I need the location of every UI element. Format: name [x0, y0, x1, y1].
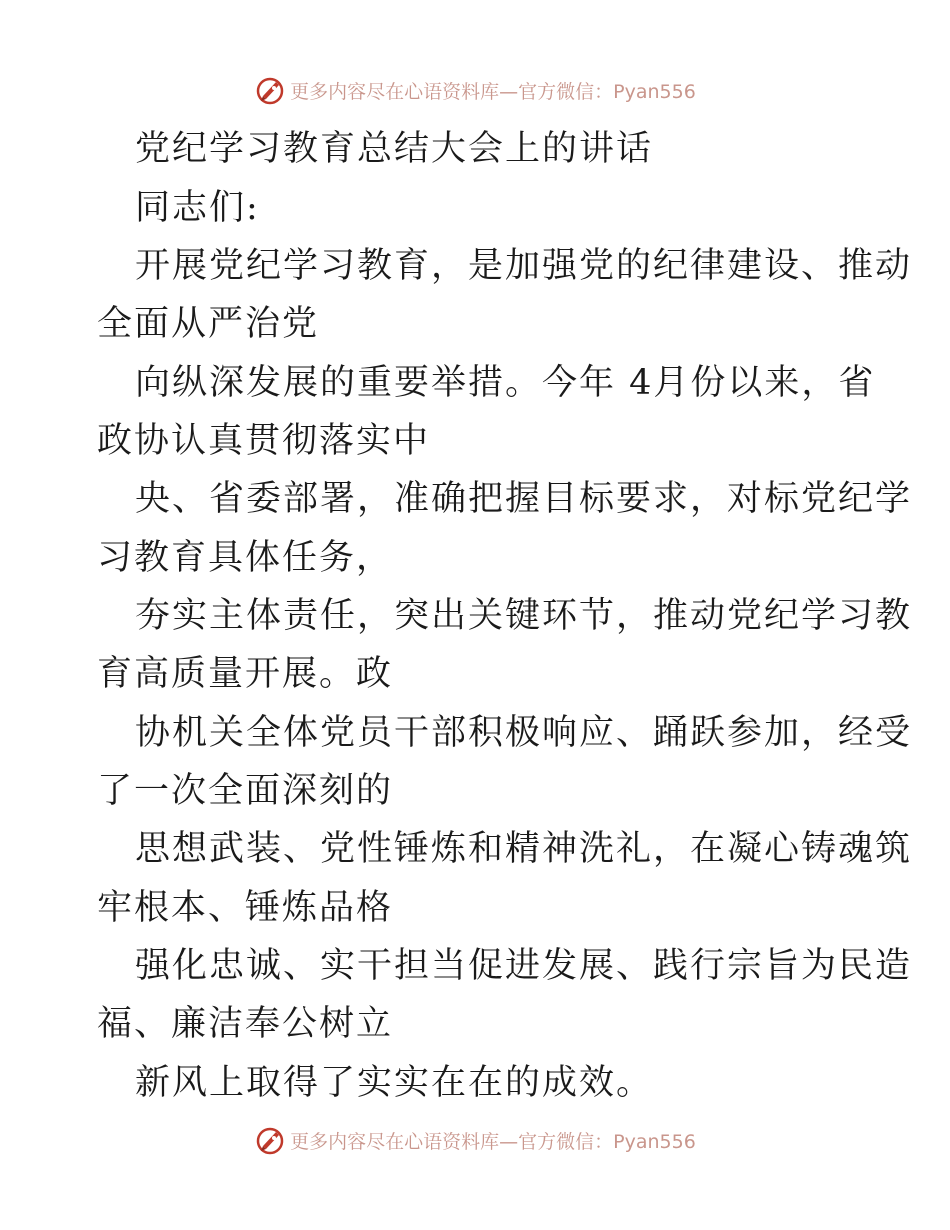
- paragraph-line: 新风上取得了实实在在的成效。: [135, 1063, 654, 1103]
- paragraph-line: 开展党纪学习教育，是加强党的纪律建设、推动: [135, 246, 913, 286]
- header-banner-text: 更多内容尽在心语资料库—官方微信：Pyan556: [290, 80, 696, 103]
- paragraph-line: 思想武装、党性锤炼和精神洗礼，在凝心铸魂筑: [135, 829, 913, 869]
- paragraph-line: 牢根本、锤炼品格: [97, 888, 394, 928]
- paragraph-line: 政协认真贯彻落实中: [97, 421, 431, 461]
- pen-logo-icon: [254, 74, 286, 106]
- paragraph-line: 强化忠诚、实干担当促进发展、践行宗旨为民造: [135, 946, 913, 986]
- paragraph-line: 了一次全面深刻的: [97, 771, 394, 811]
- paragraph-line: 央、省委部署，准确把握目标要求，对标党纪学: [135, 479, 913, 519]
- footer-banner-text: 更多内容尽在心语资料库—官方微信：Pyan556: [290, 1130, 696, 1153]
- paragraph-line: 夯实主体责任，突出关键环节，推动党纪学习教: [135, 596, 913, 636]
- pen-logo-icon: [254, 1124, 286, 1156]
- paragraph-line: 福、廉洁奉公树立: [97, 1004, 394, 1044]
- document-title: 党纪学习教育总结大会上的讲话: [135, 129, 654, 169]
- footer-banner: [0, 1120, 950, 1160]
- paragraph-line: 全面从严治党: [97, 304, 320, 344]
- paragraph-line: 向纵深发展的重要举措。今年 4月份以来，省: [135, 363, 876, 403]
- paragraph-line: 育高质量开展。政: [97, 654, 394, 694]
- paragraph-line: 协机关全体党员干部积极响应、踊跃参加，经受: [135, 713, 913, 753]
- header-banner: [0, 70, 950, 110]
- paragraph-line: 习教育具体任务，: [97, 538, 394, 578]
- salutation: 同志们:: [135, 188, 260, 228]
